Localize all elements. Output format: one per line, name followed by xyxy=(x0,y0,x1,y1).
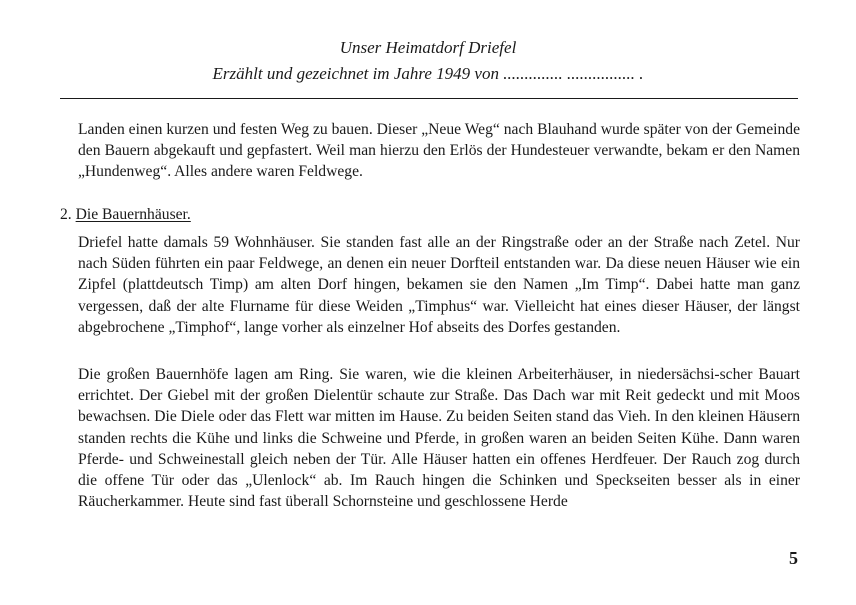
page-number: 5 xyxy=(789,548,798,568)
paragraph-3: Die großen Bauernhöfe lagen am Ring. Sie waren, wie die kleinen Arbeiterhäuser, in niedersächsi-scher Bauart errichtet. Der Giebel mit der großen Dielentür schaute zur Straße. Das Dach war mit Reit gedeckt und mit Moos bewachsen. Die Diele oder das Flett war mitten im Hause. Zu beiden Seiten stand das Vieh. In den kleinen Häusern standen rechts die Kühe und links die Schweine und Pferde, in großen waren an beiden Seiten Kühe. Dann waren Pferde- und Schweinestall gleich neben der Tür. Alle Häuser hatten ein offenes Herdfeuer. Der Rauch zog durch die offene Tür oder das „Ulenlock“ ab. Im Rauch hingen die Schinken und Speckseiten besser als in einer Räucherkammer. Heute sind fast überall Schornsteine und geschlossene Herde xyxy=(78,366,800,511)
section-heading xyxy=(60,204,191,225)
document-subtitle: Erzählt und gezeichnet im Jahre 1949 von .............. ................ . xyxy=(212,64,644,83)
document-title: Unser Heimatdorf Driefel xyxy=(339,38,517,57)
section-number: 2. xyxy=(60,206,72,223)
header-rule xyxy=(60,98,798,99)
section-title: Die Bauernhäuser. xyxy=(75,206,191,223)
paragraph-2: Driefel hatte damals 59 Wohnhäuser. Sie standen fast alle an der Ringstraße oder an der Straße nach Zetel. Nur nach Süden führten ein paar Feldwege, an denen ein neuer Dorfteil entstanden war. Da diese neuen Häuser wie ein Zipfel (plattdeutsch Timp) am alten Dorf hingen, bekamen sie den Namen „Im Timp“. Dabei hatte man ganz vergessen, daß der alte Flurname für diese Weiden „Timphus“ war. Vielleicht hat eines dieser Häuser, der längst abgebrochene „Timphof“, lange vorher als einzelner Hof abseits des Dorfes gestanden. xyxy=(78,234,800,336)
paragraph-1: Landen einen kurzen und festen Weg zu bauen. Dieser „Neue Weg“ nach Blauhand wurde später von der Gemeinde den Bauern abgekauft und gepfastert. Weil man hierzu den Erlös der Hundesteuer verwandte, bekam er den Namen „Hundenweg“. Alles andere waren Feldwege. xyxy=(78,121,800,181)
